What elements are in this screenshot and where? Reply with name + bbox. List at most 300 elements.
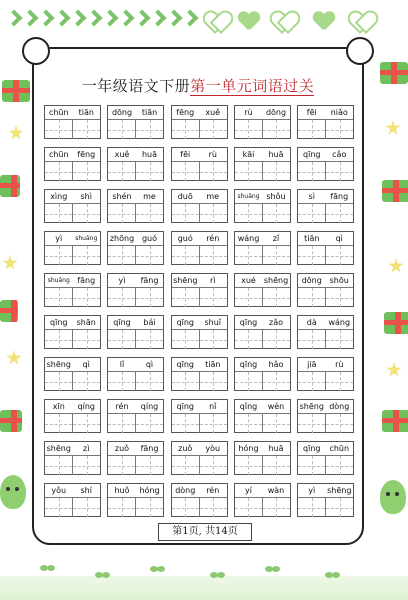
pinyin-syllable: me [206, 192, 220, 201]
pinyin-syllable: hóng [238, 444, 259, 453]
pinyin-syllable: yì [118, 276, 126, 285]
writing-box[interactable] [73, 330, 100, 349]
tianzige-boxes [235, 288, 290, 307]
pinyin-syllable: wáng [328, 318, 351, 327]
tianzige-boxes [45, 414, 100, 433]
pinyin-syllable: shuāng [75, 235, 98, 242]
pinyin-line [108, 190, 163, 204]
tianzige-boxes [172, 204, 227, 223]
writing-box[interactable] [326, 330, 353, 349]
pinyin-syllable: qǐng [239, 402, 258, 411]
word-cell [297, 231, 354, 265]
pinyin-line [298, 190, 353, 204]
pinyin-line [298, 232, 353, 246]
writing-box[interactable] [263, 246, 290, 265]
writing-box[interactable] [326, 414, 353, 433]
writing-box[interactable] [200, 414, 227, 433]
tianzige-boxes [235, 162, 290, 181]
writing-box[interactable] [235, 498, 263, 517]
pinyin-syllable: dōng [265, 108, 287, 117]
pinyin-line [235, 232, 290, 246]
pinyin-syllable: qīng [303, 150, 321, 159]
writing-box[interactable] [73, 288, 100, 307]
pinyin-line [108, 442, 163, 456]
writing-box[interactable] [136, 498, 163, 517]
word-cell [44, 231, 101, 265]
pinyin-syllable: niǎo [330, 108, 348, 117]
writing-box[interactable] [136, 162, 163, 181]
writing-box[interactable] [298, 414, 326, 433]
pinyin-syllable: qì [335, 234, 343, 243]
pinyin-syllable: shuǐ [204, 318, 222, 327]
pinyin-syllable: shēng [299, 402, 324, 411]
tianzige-boxes [172, 372, 227, 391]
writing-box[interactable] [263, 330, 290, 349]
gift-icon [0, 300, 18, 322]
writing-box[interactable] [172, 246, 200, 265]
pinyin-syllable: huǒ [114, 486, 130, 495]
writing-box[interactable] [172, 414, 200, 433]
writing-box[interactable] [298, 456, 326, 475]
pinyin-syllable: rén [206, 234, 220, 243]
gift-icon [380, 62, 408, 84]
pinyin-line [45, 148, 100, 162]
writing-box[interactable] [263, 372, 290, 391]
word-cell [44, 105, 101, 139]
tianzige-boxes [108, 162, 163, 181]
word-cell [171, 147, 228, 181]
tianzige-boxes [45, 162, 100, 181]
pinyin-line [172, 106, 227, 120]
pinyin-syllable: rén [206, 486, 220, 495]
writing-box[interactable] [172, 120, 200, 139]
heart-icon [205, 12, 227, 32]
word-cell [44, 273, 101, 307]
pinyin-syllable: guó [177, 234, 193, 243]
star-icon [2, 255, 18, 271]
writing-box[interactable] [45, 456, 73, 475]
writing-box[interactable] [45, 162, 73, 181]
writing-box[interactable] [45, 204, 73, 223]
pinyin-syllable: shēng [46, 360, 71, 369]
writing-box[interactable] [235, 120, 263, 139]
writing-box[interactable] [326, 498, 353, 517]
sprout-icon [150, 566, 164, 576]
word-cell [107, 273, 164, 307]
word-cell [107, 105, 164, 139]
writing-box[interactable] [73, 414, 100, 433]
writing-box[interactable] [235, 414, 263, 433]
pinyin-syllable: chūn [48, 150, 69, 159]
writing-box[interactable] [172, 330, 200, 349]
tianzige-boxes [298, 372, 353, 391]
writing-box[interactable] [263, 498, 290, 517]
writing-box[interactable] [172, 204, 200, 223]
tianzige-boxes [108, 414, 163, 433]
writing-box[interactable] [326, 288, 353, 307]
word-row [44, 105, 354, 139]
pinyin-line [45, 190, 100, 204]
pinyin-syllable: qīng [303, 444, 321, 453]
tianzige-boxes [108, 372, 163, 391]
word-cell [44, 189, 101, 223]
title-main: 一年级语文下册 [81, 77, 191, 95]
pinyin-syllable: fēi [180, 150, 191, 159]
word-cell [297, 483, 354, 517]
pinyin-line [298, 442, 353, 456]
pinyin-syllable: cǎo [332, 150, 347, 159]
writing-box[interactable] [326, 120, 353, 139]
writing-box[interactable] [108, 414, 136, 433]
pinyin-syllable: zì [83, 444, 90, 453]
pinyin-line [172, 274, 227, 288]
writing-box[interactable] [172, 456, 200, 475]
tianzige-boxes [45, 456, 100, 475]
ground-strip [0, 576, 408, 600]
tianzige-boxes [45, 120, 100, 139]
word-cell [171, 105, 228, 139]
pinyin-syllable: chūn [329, 444, 350, 453]
writing-box[interactable] [235, 330, 263, 349]
writing-box[interactable] [45, 120, 73, 139]
word-cell [171, 357, 228, 391]
writing-box[interactable] [172, 372, 200, 391]
pinyin-syllable: tiān [304, 234, 320, 243]
writing-box[interactable] [108, 120, 136, 139]
writing-box[interactable] [200, 120, 227, 139]
word-row [44, 189, 354, 223]
writing-box[interactable] [326, 372, 353, 391]
writing-box[interactable] [136, 456, 163, 475]
pinyin-syllable: shì [80, 192, 92, 201]
pinyin-syllable: yì [308, 486, 316, 495]
word-cell [44, 483, 101, 517]
pinyin-line [172, 484, 227, 498]
tianzige-boxes [298, 204, 353, 223]
pinyin-syllable: huā [268, 444, 284, 453]
pinyin-syllable: tiān [205, 360, 221, 369]
pinyin-syllable: yǒu [51, 486, 67, 495]
tianzige-boxes [172, 330, 227, 349]
pinyin-syllable: fāng [140, 276, 159, 285]
pinyin-syllable: lǐ [119, 360, 125, 369]
writing-box[interactable] [298, 498, 326, 517]
writing-box[interactable] [108, 372, 136, 391]
word-cell [234, 399, 291, 433]
pinyin-syllable: zǎo [269, 318, 283, 327]
writing-box[interactable] [200, 456, 227, 475]
pinyin-syllable: fāng [77, 276, 96, 285]
writing-box[interactable] [263, 414, 290, 433]
writing-box[interactable] [298, 372, 326, 391]
writing-box[interactable] [73, 246, 100, 265]
pinyin-syllable: hóng [139, 486, 160, 495]
star-icon [6, 350, 22, 366]
gift-icon [384, 312, 408, 334]
word-cell [171, 441, 228, 475]
writing-box[interactable] [73, 162, 100, 181]
writing-box[interactable] [263, 456, 290, 475]
writing-box[interactable] [73, 456, 100, 475]
writing-box[interactable] [263, 120, 290, 139]
word-cell [171, 399, 228, 433]
writing-box[interactable] [263, 162, 290, 181]
word-cell [171, 483, 228, 517]
word-cell [171, 189, 228, 223]
tianzige-boxes [172, 246, 227, 265]
sprout-icon [325, 572, 339, 582]
writing-box[interactable] [263, 288, 290, 307]
word-cell [234, 105, 291, 139]
pinyin-syllable: guó [141, 234, 158, 243]
word-cell [107, 399, 164, 433]
tianzige-boxes [298, 498, 353, 517]
writing-box[interactable] [108, 288, 136, 307]
writing-box[interactable] [298, 246, 326, 265]
writing-box[interactable] [73, 204, 100, 223]
word-cell [234, 483, 291, 517]
tianzige-boxes [172, 498, 227, 517]
writing-box[interactable] [200, 498, 227, 517]
pinyin-line [108, 400, 163, 414]
writing-box[interactable] [108, 246, 136, 265]
tianzige-boxes [172, 456, 227, 475]
writing-box[interactable] [235, 288, 263, 307]
pinyin-line [235, 442, 290, 456]
pinyin-line [172, 442, 227, 456]
word-row [44, 441, 354, 475]
word-row [44, 399, 354, 433]
heart-icon [238, 12, 260, 32]
word-cell [44, 441, 101, 475]
pinyin-line [108, 484, 163, 498]
pinyin-syllable: qíng [140, 402, 159, 411]
writing-box[interactable] [298, 204, 326, 223]
pinyin-syllable: qì [82, 360, 90, 369]
pinyin-syllable: shān [76, 318, 96, 327]
writing-box[interactable] [200, 372, 227, 391]
gift-icon [0, 175, 20, 197]
writing-box[interactable] [298, 162, 326, 181]
writing-box[interactable] [200, 246, 227, 265]
pinyin-syllable: dōng [301, 276, 322, 285]
star-icon [385, 120, 401, 136]
pinyin-syllable: xué [241, 276, 256, 285]
writing-box[interactable] [326, 204, 353, 223]
bean-character [380, 480, 406, 514]
pinyin-line [298, 148, 353, 162]
word-cell [297, 147, 354, 181]
pinyin-line [235, 358, 290, 372]
word-cell [44, 399, 101, 433]
pinyin-syllable: jiā [307, 360, 317, 369]
pinyin-line [298, 400, 353, 414]
writing-box[interactable] [108, 204, 136, 223]
tianzige-boxes [298, 120, 353, 139]
pinyin-syllable: shēng [327, 486, 352, 495]
star-icon [388, 258, 404, 274]
pinyin-syllable: shí [80, 486, 92, 495]
word-cell [297, 357, 354, 391]
writing-box[interactable] [136, 246, 163, 265]
pinyin-syllable: rù [208, 150, 217, 159]
pinyin-line [45, 358, 100, 372]
tianzige-boxes [235, 120, 290, 139]
writing-box[interactable] [200, 162, 227, 181]
writing-box[interactable] [200, 330, 227, 349]
pinyin-syllable: wèn [267, 402, 285, 411]
writing-box[interactable] [45, 246, 73, 265]
pinyin-syllable: xìng [50, 192, 68, 201]
writing-box[interactable] [200, 204, 227, 223]
word-cell [107, 357, 164, 391]
pinyin-line [235, 400, 290, 414]
tianzige-boxes [298, 456, 353, 475]
pinyin-line [235, 484, 290, 498]
pinyin-syllable: qīng [239, 318, 258, 327]
writing-box[interactable] [200, 288, 227, 307]
tianzige-boxes [235, 498, 290, 517]
writing-box[interactable] [73, 120, 100, 139]
pinyin-syllable: fāng [330, 192, 349, 201]
writing-box[interactable] [73, 372, 100, 391]
writing-box[interactable] [136, 372, 163, 391]
word-grid [44, 105, 354, 525]
writing-box[interactable] [108, 162, 136, 181]
pinyin-syllable: zuǒ [114, 444, 130, 453]
writing-box[interactable] [326, 162, 353, 181]
word-row [44, 231, 354, 265]
writing-box[interactable] [235, 162, 263, 181]
writing-box[interactable] [108, 456, 136, 475]
writing-box[interactable] [235, 204, 263, 223]
word-cell [297, 273, 354, 307]
title-highlight: 第一单元词语过关 [190, 77, 315, 95]
pinyin-syllable: shōu [329, 276, 349, 285]
writing-box[interactable] [235, 246, 263, 265]
pinyin-syllable: zhōng [109, 234, 135, 243]
scroll-curl [22, 37, 50, 65]
pinyin-line [172, 232, 227, 246]
pinyin-syllable: shēng [46, 444, 71, 453]
writing-box[interactable] [136, 288, 163, 307]
writing-box[interactable] [136, 120, 163, 139]
word-cell [171, 231, 228, 265]
writing-box[interactable] [263, 204, 290, 223]
tianzige-boxes [45, 498, 100, 517]
word-cell [297, 189, 354, 223]
pinyin-line [108, 274, 163, 288]
writing-box[interactable] [172, 498, 200, 517]
word-cell [234, 273, 291, 307]
writing-box[interactable] [45, 372, 73, 391]
pinyin-line [172, 358, 227, 372]
pinyin-syllable: zǐ [272, 234, 280, 243]
pinyin-line [108, 232, 163, 246]
pinyin-line [45, 274, 100, 288]
writing-box[interactable] [172, 288, 200, 307]
pinyin-syllable: qīng [176, 360, 194, 369]
pinyin-syllable: fēng [176, 108, 195, 117]
tianzige-boxes [235, 246, 290, 265]
pinyin-syllable: shǒu [266, 192, 286, 201]
pinyin-syllable: dà [306, 318, 317, 327]
word-row [44, 315, 354, 349]
tianzige-boxes [298, 330, 353, 349]
pinyin-line [298, 274, 353, 288]
tianzige-boxes [45, 372, 100, 391]
sprout-icon [210, 572, 224, 582]
scroll-curl [346, 37, 374, 65]
pinyin-syllable: wàn [267, 486, 285, 495]
word-cell [234, 231, 291, 265]
gift-icon [382, 410, 408, 432]
gift-icon [0, 410, 22, 432]
bean-character [0, 475, 26, 509]
pinyin-line [45, 484, 100, 498]
word-cell [297, 105, 354, 139]
word-cell [171, 315, 228, 349]
writing-box[interactable] [108, 330, 136, 349]
writing-box[interactable] [45, 288, 73, 307]
heart-icon [313, 12, 335, 32]
pinyin-line [108, 316, 163, 330]
tianzige-boxes [235, 330, 290, 349]
pinyin-syllable: wáng [237, 234, 260, 243]
writing-box[interactable] [73, 498, 100, 517]
tianzige-boxes [172, 120, 227, 139]
tianzige-boxes [108, 330, 163, 349]
tianzige-boxes [235, 456, 290, 475]
writing-box[interactable] [136, 414, 163, 433]
tianzige-boxes [235, 372, 290, 391]
writing-box[interactable] [326, 246, 353, 265]
tianzige-boxes [172, 288, 227, 307]
pinyin-line [235, 274, 290, 288]
word-cell [107, 231, 164, 265]
pinyin-syllable: xuě [205, 108, 221, 117]
writing-box[interactable] [235, 372, 263, 391]
writing-box[interactable] [298, 330, 326, 349]
word-cell [107, 483, 164, 517]
word-cell [107, 147, 164, 181]
writing-box[interactable] [172, 162, 200, 181]
pinyin-syllable: kāi [242, 150, 255, 159]
writing-box[interactable] [298, 288, 326, 307]
pinyin-syllable: rì [209, 276, 216, 285]
word-cell [234, 189, 291, 223]
tianzige-boxes [108, 120, 163, 139]
writing-box[interactable] [136, 330, 163, 349]
writing-box[interactable] [108, 498, 136, 517]
word-cell [234, 357, 291, 391]
writing-box[interactable] [136, 204, 163, 223]
chevron-border [6, 10, 196, 24]
writing-box[interactable] [298, 120, 326, 139]
writing-box[interactable] [45, 414, 73, 433]
pinyin-syllable: duō [177, 192, 193, 201]
pinyin-syllable: xuě [114, 150, 130, 159]
writing-box[interactable] [45, 330, 73, 349]
heart-icon [272, 12, 294, 32]
tianzige-boxes [108, 288, 163, 307]
tianzige-boxes [108, 204, 163, 223]
pinyin-syllable: qīng [113, 318, 131, 327]
writing-box[interactable] [45, 498, 73, 517]
writing-box[interactable] [326, 456, 353, 475]
writing-box[interactable] [235, 456, 263, 475]
word-cell [107, 441, 164, 475]
